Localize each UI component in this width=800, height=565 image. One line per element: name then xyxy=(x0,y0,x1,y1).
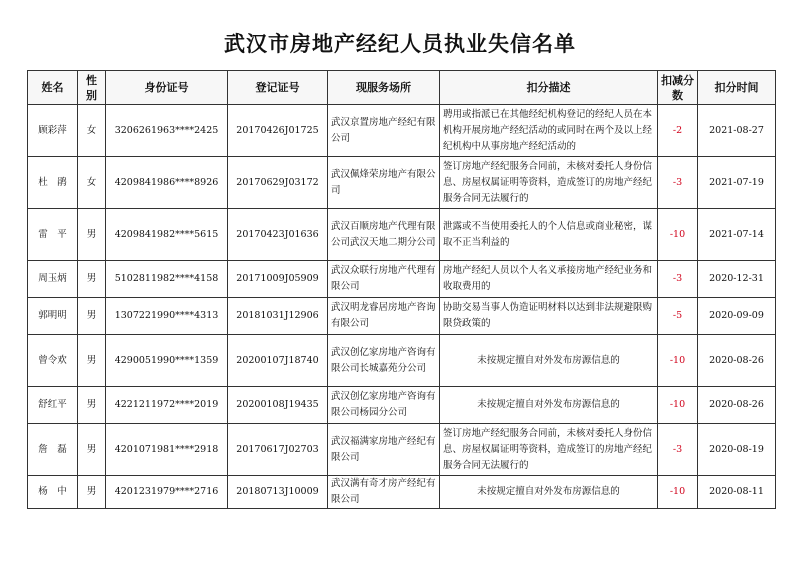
cell-name: 周玉炳 xyxy=(28,261,78,298)
cell-date: 2020-08-26 xyxy=(698,335,776,387)
cell-registration-number: 20171009J05909 xyxy=(228,261,328,298)
cell-points: -10 xyxy=(658,335,698,387)
table-row xyxy=(28,476,776,509)
cell-date: 2020-08-19 xyxy=(698,424,776,476)
cell-registration-number: 20170629J03172 xyxy=(228,157,328,209)
cell-description: 未按规定擅自对外发布房源信息的 xyxy=(440,476,658,509)
cell-id-number: 4290051990****1359 xyxy=(106,335,228,387)
cell-id-number: 5102811982****4158 xyxy=(106,261,228,298)
cell-points: -3 xyxy=(658,157,698,209)
cell-firm: 武汉京置房地产经纪有限公司 xyxy=(328,105,440,157)
cell-firm: 武汉百顺房地产代理有限公司武汉天地二期分公司 xyxy=(328,209,440,261)
cell-firm: 武汉众联行房地产代理有限公司 xyxy=(328,261,440,298)
cell-gender: 男 xyxy=(78,335,106,387)
cell-gender: 女 xyxy=(78,105,106,157)
cell-registration-number: 20200107J18740 xyxy=(228,335,328,387)
table-row xyxy=(28,157,776,209)
cell-name: 曾令欢 xyxy=(28,335,78,387)
cell-name: 雷 平 xyxy=(28,209,78,261)
dishonest-list-table xyxy=(27,70,776,509)
cell-id-number: 4209841982****5615 xyxy=(106,209,228,261)
table-row xyxy=(28,261,776,298)
cell-points: -10 xyxy=(658,209,698,261)
cell-points: -10 xyxy=(658,387,698,424)
cell-description: 聘用或指派已在其他经纪机构登记的经纪人员在本机构开展房地产经纪活动的或同时在两个及以上经纪机构中从事房地产经纪活动的 xyxy=(440,105,658,157)
cell-date: 2020-08-11 xyxy=(698,476,776,509)
table-row xyxy=(28,424,776,476)
cell-points: -2 xyxy=(658,105,698,157)
cell-gender: 男 xyxy=(78,298,106,335)
table-header-row xyxy=(28,71,776,105)
cell-description: 泄露或不当使用委托人的个人信息或商业秘密，谋取不正当利益的 xyxy=(440,209,658,261)
cell-registration-number: 20170423J01636 xyxy=(228,209,328,261)
header-name: 姓名 xyxy=(28,71,78,105)
cell-firm: 武汉创亿家房地产咨询有限公司长城嘉苑分公司 xyxy=(328,335,440,387)
cell-name: 郭明明 xyxy=(28,298,78,335)
cell-registration-number: 20170617J02703 xyxy=(228,424,328,476)
cell-registration-number: 20180713J10009 xyxy=(228,476,328,509)
cell-points: -10 xyxy=(658,476,698,509)
header-firm: 现服务场所 xyxy=(328,71,440,105)
cell-name: 杜 鹃 xyxy=(28,157,78,209)
cell-description: 签订房地产经纪服务合同前，未核对委托人身份信息、房屋权属证明等资料，造成签订的房地产经纪服务合同无法履行的 xyxy=(440,424,658,476)
cell-id-number: 1307221990****4313 xyxy=(106,298,228,335)
cell-description: 签订房地产经纪服务合同前，未核对委托人身份信息、房屋权属证明等资料，造成签订的房地产经纪服务合同无法履行的 xyxy=(440,157,658,209)
cell-gender: 男 xyxy=(78,424,106,476)
cell-name: 舒红平 xyxy=(28,387,78,424)
cell-gender: 男 xyxy=(78,387,106,424)
cell-description: 未按规定擅自对外发布房源信息的 xyxy=(440,335,658,387)
table-row xyxy=(28,105,776,157)
cell-name: 杨 中 xyxy=(28,476,78,509)
cell-gender: 男 xyxy=(78,476,106,509)
header-gender: 性别 xyxy=(78,71,106,105)
cell-date: 2020-12-31 xyxy=(698,261,776,298)
cell-id-number: 4201231979****2716 xyxy=(106,476,228,509)
cell-registration-number: 20170426J01725 xyxy=(228,105,328,157)
cell-gender: 女 xyxy=(78,157,106,209)
table-row xyxy=(28,335,776,387)
cell-points: -3 xyxy=(658,424,698,476)
cell-points: -3 xyxy=(658,261,698,298)
cell-id-number: 4209841986****8926 xyxy=(106,157,228,209)
header-date: 扣分时间 xyxy=(698,71,776,105)
header-id-number: 身份证号 xyxy=(106,71,228,105)
cell-name: 顾彩萍 xyxy=(28,105,78,157)
table-row xyxy=(28,387,776,424)
cell-registration-number: 20181031J12906 xyxy=(228,298,328,335)
cell-date: 2020-08-26 xyxy=(698,387,776,424)
cell-gender: 男 xyxy=(78,261,106,298)
header-description: 扣分描述 xyxy=(440,71,658,105)
header-registration-number: 登记证号 xyxy=(228,71,328,105)
cell-date: 2021-08-27 xyxy=(698,105,776,157)
cell-date: 2020-09-09 xyxy=(698,298,776,335)
cell-points: -5 xyxy=(658,298,698,335)
page-title: 武汉市房地产经纪人员执业失信名单 xyxy=(224,32,576,56)
cell-description: 房地产经纪人员以个人名义承接房地产经纪业务和收取费用的 xyxy=(440,261,658,298)
table-row xyxy=(28,209,776,261)
cell-description: 未按规定擅自对外发布房源信息的 xyxy=(440,387,658,424)
cell-firm: 武汉佩烽荣房地产有限公司 xyxy=(328,157,440,209)
cell-registration-number: 20200108J19435 xyxy=(228,387,328,424)
table-row xyxy=(28,298,776,335)
cell-name: 詹 磊 xyxy=(28,424,78,476)
cell-id-number: 3206261963****2425 xyxy=(106,105,228,157)
cell-gender: 男 xyxy=(78,209,106,261)
header-points: 扣减分数 xyxy=(658,71,698,105)
cell-firm: 武汉福满家房地产经纪有限公司 xyxy=(328,424,440,476)
cell-id-number: 4221211972****2019 xyxy=(106,387,228,424)
cell-date: 2021-07-19 xyxy=(698,157,776,209)
cell-description: 协助交易当事人伪造证明材料以达到非法规避限购限贷政策的 xyxy=(440,298,658,335)
cell-firm: 武汉满有奇才房产经纪有限公司 xyxy=(328,476,440,509)
cell-firm: 武汉创亿家房地产咨询有限公司杨园分公司 xyxy=(328,387,440,424)
cell-id-number: 4201071981****2918 xyxy=(106,424,228,476)
cell-firm: 武汉明龙睿居房地产咨询有限公司 xyxy=(328,298,440,335)
cell-date: 2021-07-14 xyxy=(698,209,776,261)
